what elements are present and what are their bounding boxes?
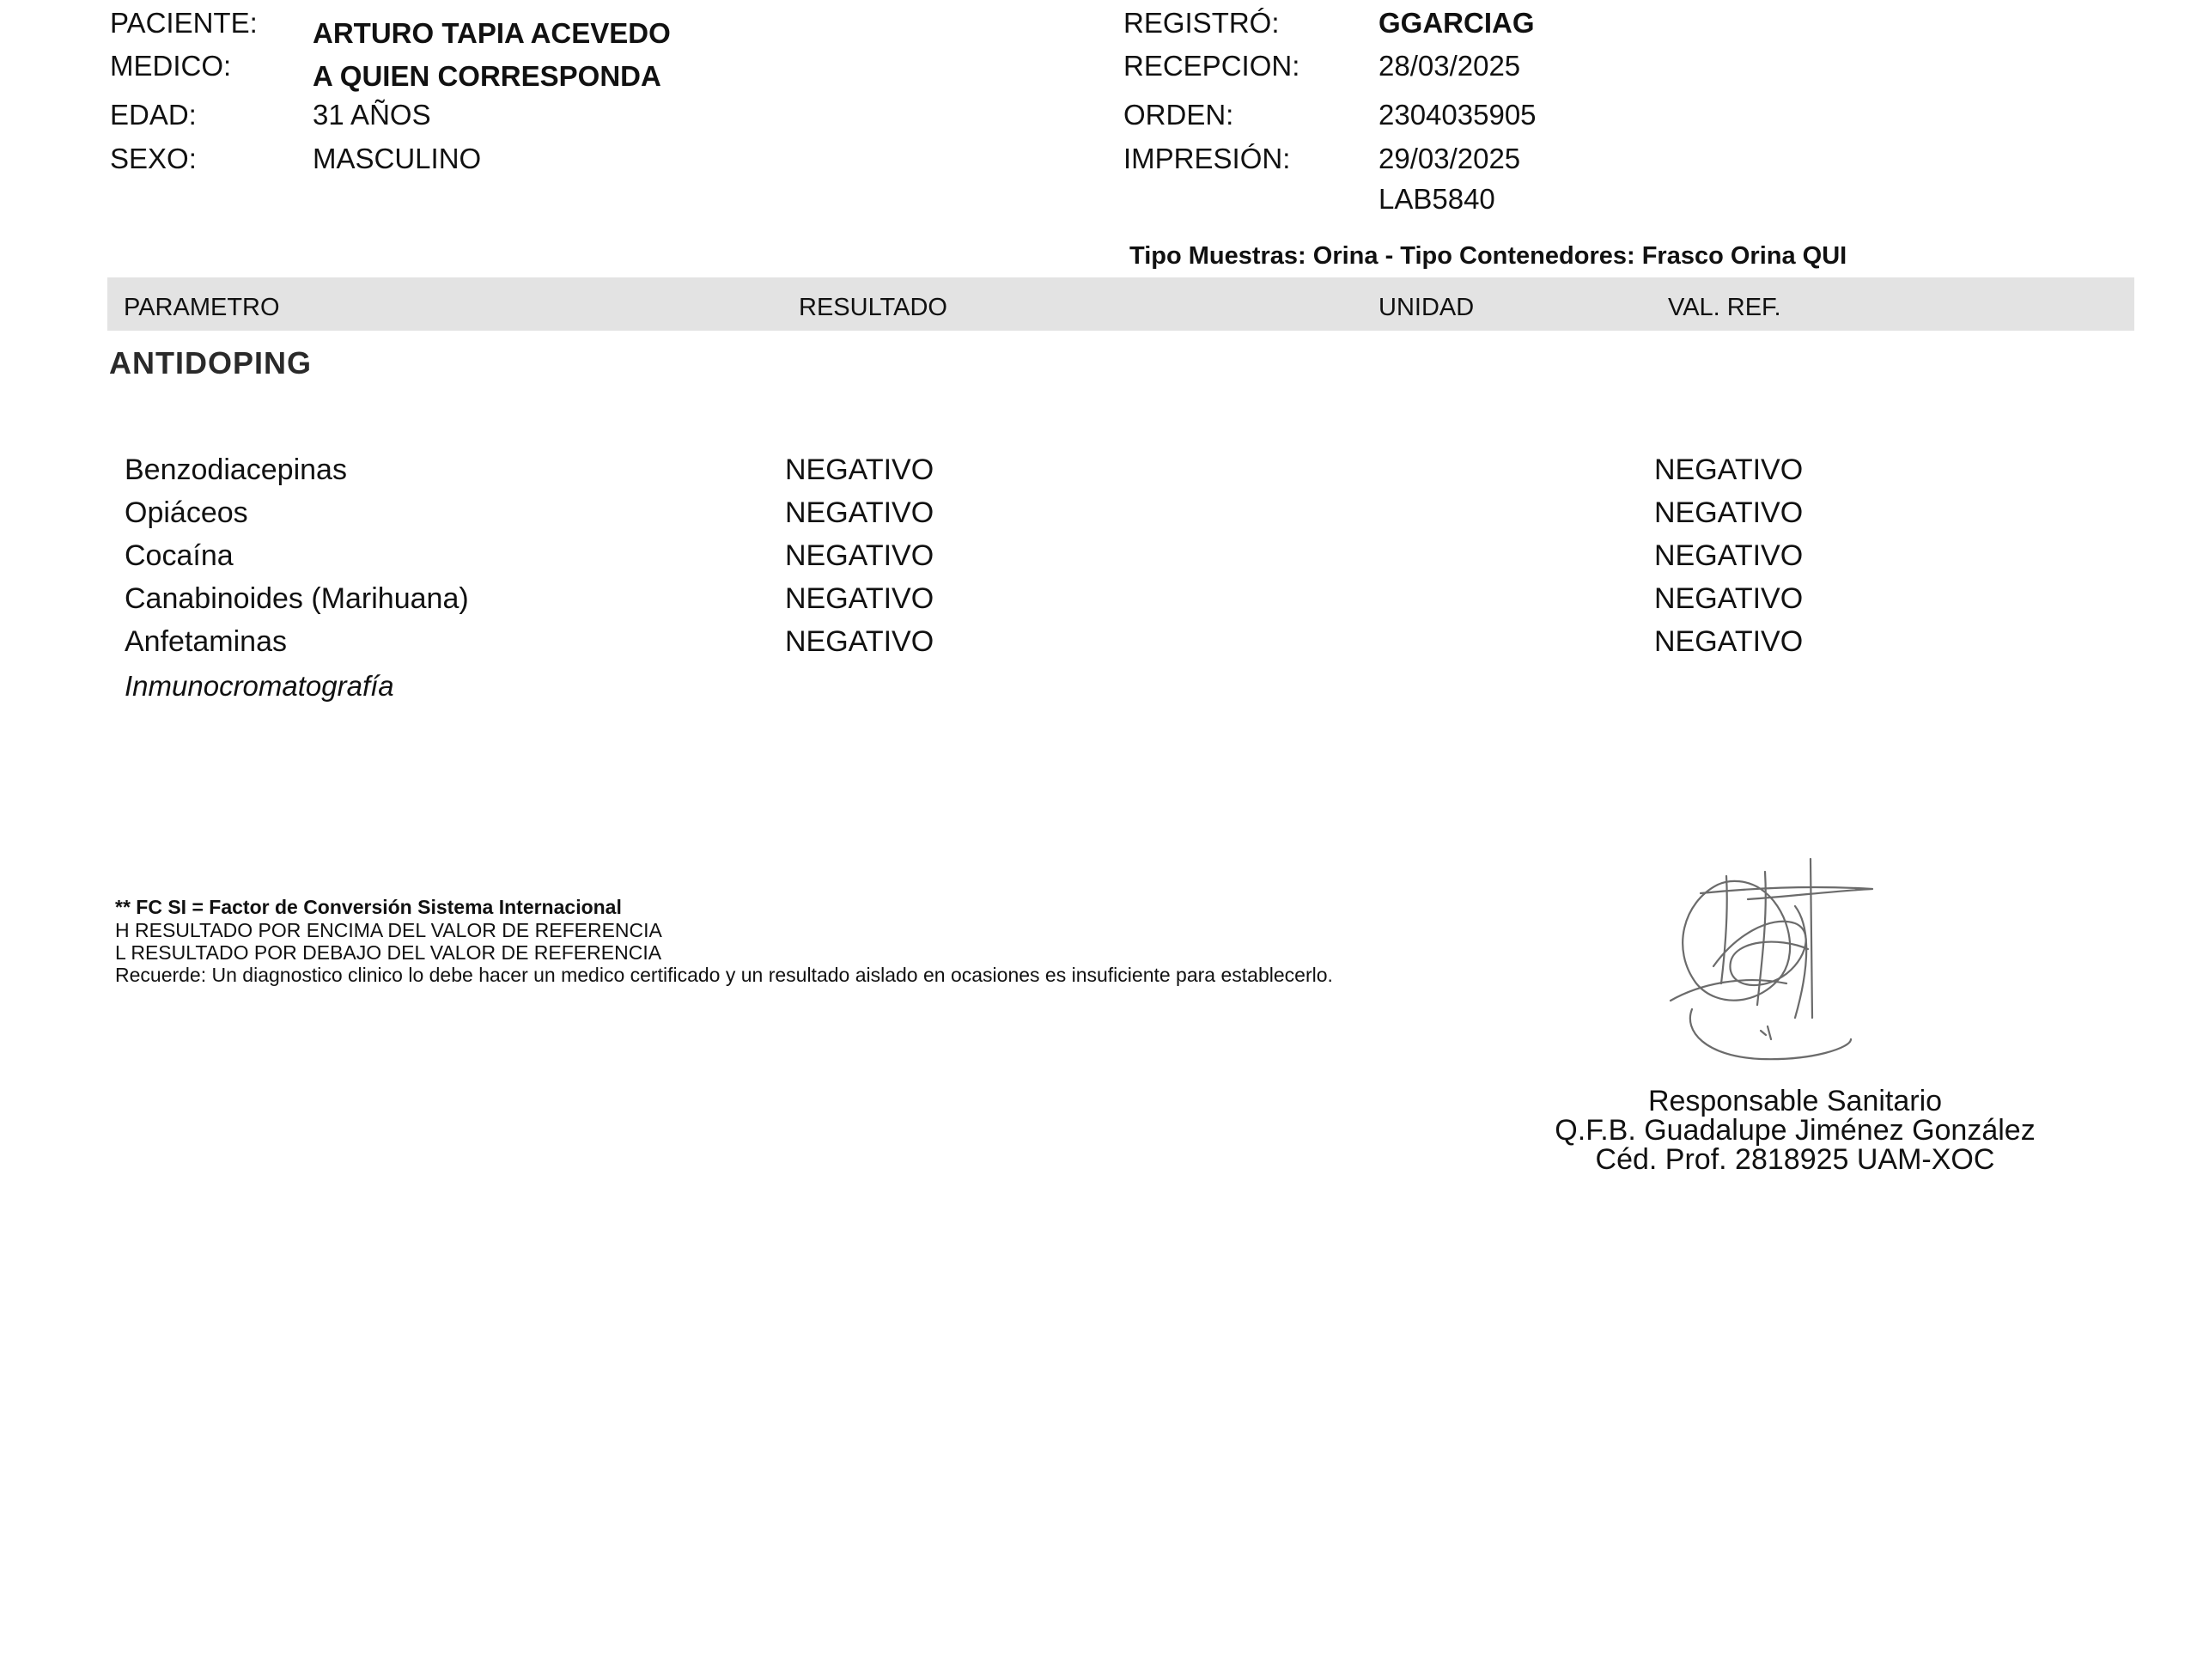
result-resultado: NEGATIVO: [785, 625, 934, 658]
result-val-ref: NEGATIVO: [1654, 496, 1804, 529]
col-val-ref: VAL. REF.: [1668, 294, 1781, 321]
section-title: ANTIDOPING: [109, 345, 313, 380]
registro-label: REGISTRÓ:: [1123, 7, 1280, 39]
paciente-value: ARTURO TAPIA ACEVEDO: [313, 17, 671, 49]
result-resultado: NEGATIVO: [785, 539, 934, 572]
h-note: H RESULTADO POR ENCIMA DEL VALOR DE REFERENCIA: [115, 919, 662, 941]
recepcion-label: RECEPCION:: [1123, 50, 1300, 82]
disclaimer-note: Recuerde: Un diagnostico clinico lo debe hacer un medico certificado y un resultado aislado en ocasiones es insuficiente para establecerlo.: [115, 964, 1333, 986]
result-parametro: Canabinoides (Marihuana): [125, 582, 469, 615]
result-resultado: NEGATIVO: [785, 496, 934, 529]
result-val-ref: NEGATIVO: [1654, 582, 1804, 615]
signature-role: Responsable Sanitario: [1647, 1085, 1943, 1117]
sexo-value: MASCULINO: [313, 143, 482, 174]
col-resultado: RESULTADO: [799, 294, 947, 321]
impresion-value: 29/03/2025: [1379, 143, 1521, 174]
signature-license: Céd. Prof. 2818925 UAM-XOC: [1595, 1143, 1995, 1176]
result-resultado: NEGATIVO: [785, 582, 934, 615]
result-val-ref: NEGATIVO: [1654, 625, 1804, 658]
result-parametro: Opiáceos: [125, 496, 248, 529]
column-header-bar: [107, 277, 2134, 331]
medico-label: MEDICO:: [110, 50, 232, 82]
sexo-label: SEXO:: [110, 143, 197, 174]
signature-image: [1666, 855, 1924, 1069]
paciente-label: PACIENTE:: [110, 7, 258, 39]
orden-label: ORDEN:: [1123, 99, 1234, 131]
result-parametro: Benzodiacepinas: [125, 453, 347, 486]
result-parametro: Anfetaminas: [125, 625, 287, 658]
recepcion-value: 28/03/2025: [1379, 50, 1521, 82]
medico-value: A QUIEN CORRESPONDA: [313, 60, 661, 92]
edad-label: EDAD:: [110, 99, 197, 131]
registro-value: GGARCIAG: [1379, 7, 1535, 39]
method-note: Inmunocromatografía: [125, 670, 394, 702]
orden-value: 2304035905: [1379, 99, 1537, 131]
col-parametro: PARAMETRO: [124, 294, 280, 321]
result-val-ref: NEGATIVO: [1654, 539, 1804, 572]
result-resultado: NEGATIVO: [785, 453, 934, 486]
signature-name: Q.F.B. Guadalupe Jiménez González: [1555, 1114, 2036, 1147]
result-parametro: Cocaína: [125, 539, 234, 572]
lab-code: LAB5840: [1379, 183, 1495, 215]
edad-value: 31 AÑOS: [313, 99, 431, 131]
result-val-ref: NEGATIVO: [1654, 453, 1804, 486]
impresion-label: IMPRESIÓN:: [1123, 143, 1291, 174]
sample-info: Tipo Muestras: Orina - Tipo Contenedores: Frasco Orina QUI: [1129, 242, 1847, 270]
col-unidad: UNIDAD: [1379, 294, 1475, 321]
fc-si-note: ** FC SI = Factor de Conversión Sistema Internacional: [115, 896, 622, 918]
l-note: L RESULTADO POR DEBAJO DEL VALOR DE REFERENCIA: [115, 941, 662, 964]
